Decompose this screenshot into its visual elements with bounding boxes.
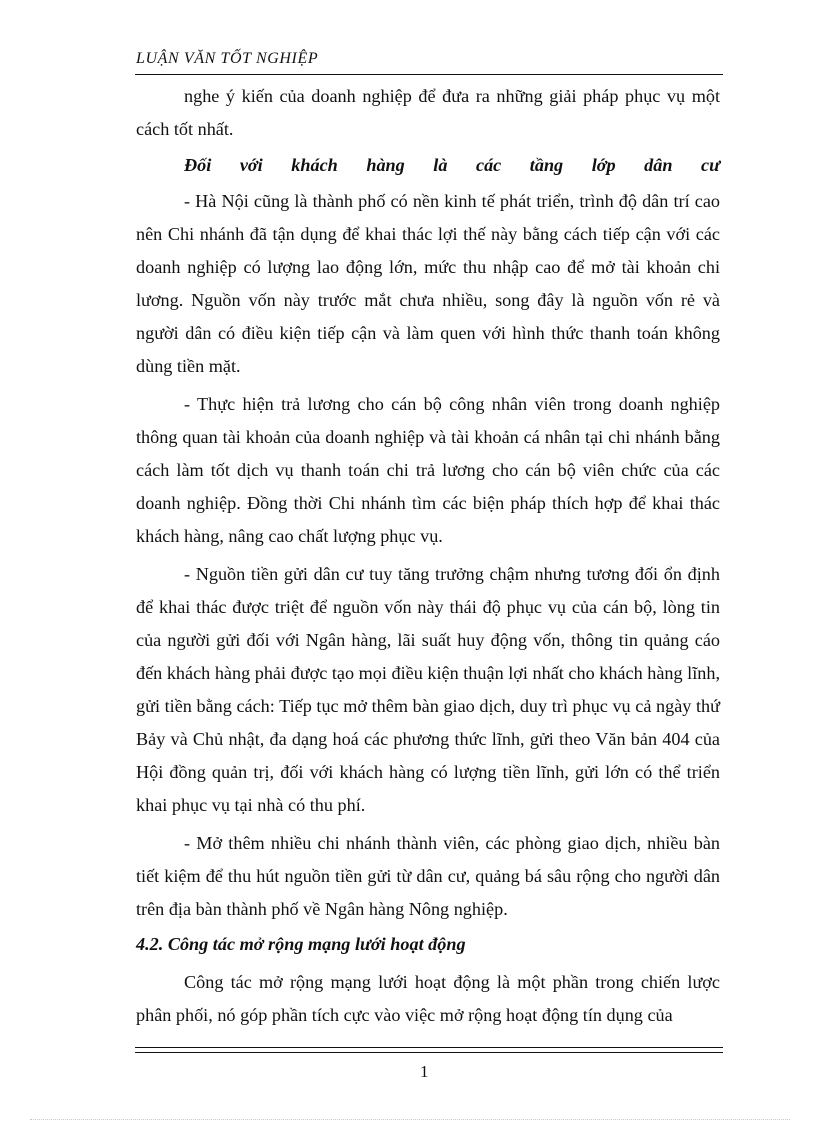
paragraph-bullet-salary-payment: - Thực hiện trả lương cho cán bộ công nhân viên trong doanh nghiệp thông quan tài khoản của doanh nghiệp và tài khoản cá nhân tại chi nhánh bằng cách làm tốt dịch vụ thanh toán chi trả lương cho cán bộ viên chức của các doanh nghiệp. Đồng thời Chi nhánh tìm các biện pháp thích hợp để khai thác khách hàng, nâng cao chất lượng phục vụ. bbox=[136, 394, 720, 546]
subheading-residential-customers: Đối với khách hàng là các tầng lớp dân cư bbox=[184, 155, 720, 175]
document-body bbox=[136, 80, 720, 1032]
paragraph-network-expansion: Công tác mở rộng mạng lưới hoạt động là một phần trong chiến lược phân phối, nó góp phần tích cực vào việc mở rộng hoạt động tín dụng của bbox=[136, 972, 720, 1025]
page-number: 1 bbox=[420, 1062, 429, 1081]
paragraph-bullet-savings-deposits: - Nguồn tiền gửi dân cư tuy tăng trưởng chậm nhưng tương đối ổn định để khai thác được triệt để nguồn vốn này thái độ phục vụ của cán bộ, lòng tin của người gửi đối với Ngân hàng, lãi suất huy động vốn, thông tin quảng cáo đến khách hàng phải được tạo mọi điều kiện thuận lợi nhất cho khách hàng lĩnh, gửi tiền bằng cách: Tiếp tục mở thêm bàn giao dịch, duy trì phục vụ cả ngày thứ Bảy và Chủ nhật, đa dạng hoá các phương thức lĩnh, gửi theo Văn bản 404 của Hội đồng quản trị, đối với khách hàng có lượng tiền lĩnh, gửi lớn có thể triển khai phục vụ tại nhà có thu phí. bbox=[136, 564, 720, 815]
page-edge-dotted-line bbox=[30, 1119, 790, 1120]
footer-divider-bottom bbox=[135, 1052, 723, 1053]
paragraph-bullet-branch-expansion: - Mở thêm nhiều chi nhánh thành viên, các phòng giao dịch, nhiều bàn tiết kiệm để thu hút nguồn tiền gửi từ dân cư, quảng bá sâu rộng cho người dân trên địa bàn thành phố về Ngân hàng Nông nghiệp. bbox=[136, 833, 720, 919]
paragraph-bullet-hanoi: - Hà Nội cũng là thành phố có nền kinh tế phát triển, trình độ dân trí cao nên Chi nhánh đã tận dụng để khai thác lợi thế này bằng cách tiếp cận với các doanh nghiệp có lượng lao động lớn, mức thu nhập cao để mở tài khoản chi lương. Nguồn vốn này trước mắt chưa nhiều, song đây là nguồn vốn rẻ và người dân có điều kiện tiếp cận và làm quen với hình thức thanh toán không dùng tiền mặt. bbox=[136, 191, 720, 376]
paragraph-continuation: nghe ý kiến của doanh nghiệp để đưa ra những giải pháp phục vụ một cách tốt nhất. bbox=[136, 86, 720, 139]
footer-divider-top bbox=[135, 1047, 723, 1048]
page-header bbox=[135, 48, 723, 75]
section-heading-4-2: 4.2. Công tác mở rộng mạng lưới hoạt động bbox=[136, 934, 466, 954]
thesis-header-title: LUẬN VĂN TỐT NGHIỆP bbox=[136, 50, 319, 67]
